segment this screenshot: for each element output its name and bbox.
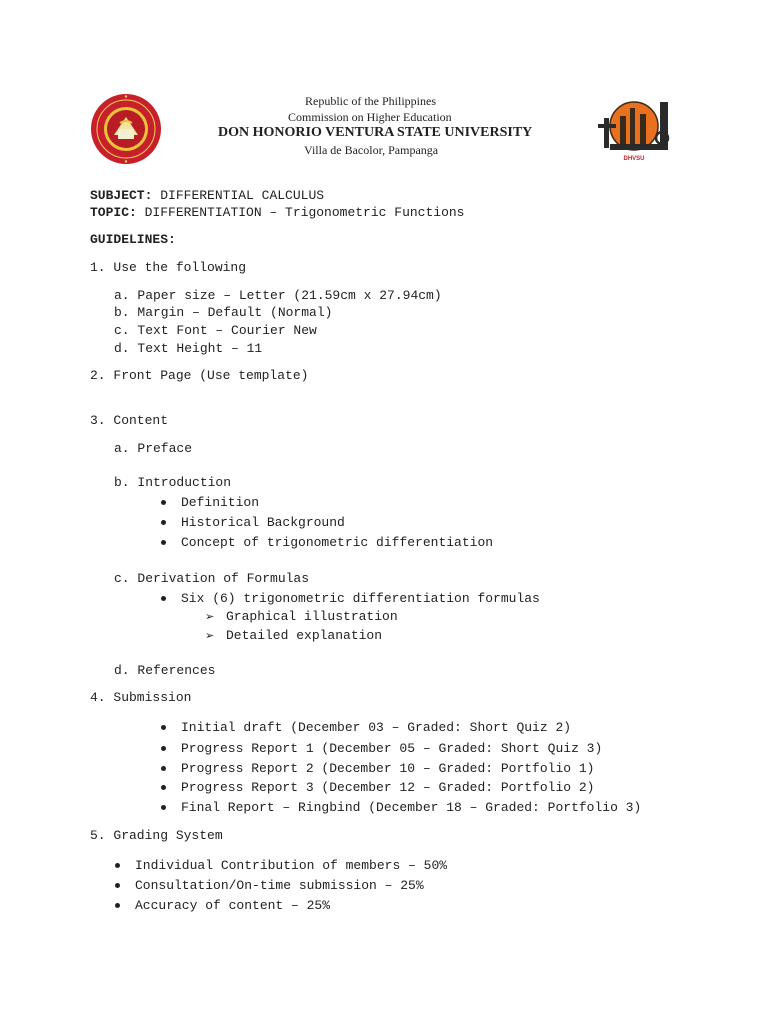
intro-bullet: Concept of trigonometric differentiation [181, 535, 494, 550]
bullet-icon [161, 785, 166, 790]
bullet-icon [161, 725, 166, 730]
section-4-title: 4. Submission [90, 690, 192, 705]
section-1-item: b. Margin – Default (Normal) [114, 305, 333, 320]
dhvsu-college-logo-icon [590, 96, 675, 164]
section-3-title: 3. Content [90, 413, 169, 428]
subject-line [90, 188, 324, 204]
header-ched: Commission on Higher Education [288, 110, 452, 124]
subject-label: SUBJECT: [90, 188, 153, 203]
bullet-icon [161, 805, 166, 810]
arrow-bullet-icon: ➢ [205, 629, 215, 642]
grading-item: Individual Contribution of members – 50% [135, 858, 448, 873]
bullet-icon [161, 596, 166, 601]
arrow-bullet-icon: ➢ [205, 610, 215, 623]
header-republic: Republic of the Philippines [305, 94, 436, 108]
dhvsu-seal-icon [90, 93, 162, 165]
header-address: Villa de Bacolor, Pampanga [304, 143, 439, 157]
intro-bullet: Historical Background [181, 515, 345, 530]
grading-item: Accuracy of content – 25% [135, 898, 331, 913]
submission-item: Final Report – Ringbind (December 18 – Graded: Portfolio 3) [181, 800, 642, 815]
bullet-icon [115, 883, 120, 888]
svg-text:DHVSU: DHVSU [623, 156, 645, 162]
derivation-sub-item: Detailed explanation [226, 628, 383, 643]
guidelines-heading: GUIDELINES: [90, 232, 176, 247]
topic-line [90, 205, 464, 221]
bullet-icon [161, 540, 166, 545]
bullet-icon [161, 500, 166, 505]
bullet-icon [161, 520, 166, 525]
content-derivation: c. Derivation of Formulas [114, 571, 310, 586]
submission-item: Progress Report 1 (December 05 – Graded: Short Quiz 3) [181, 741, 603, 756]
bullet-icon [161, 746, 166, 751]
section-1-item: c. Text Font – Courier New [114, 323, 317, 338]
grading-item: Consultation/On-time submission – 25% [135, 878, 424, 893]
header-university: DON HONORIO VENTURA STATE UNIVERSITY [218, 125, 533, 140]
derivation-sub-item: Graphical illustration [226, 609, 398, 624]
submission-item: Progress Report 3 (December 12 – Graded: Portfolio 2) [181, 780, 595, 795]
subject-value: DIFFERENTIAL CALCULUS [160, 188, 325, 203]
content-references: d. References [114, 663, 216, 678]
intro-bullet: Definition [181, 495, 260, 510]
bullet-icon [115, 903, 120, 908]
content-preface: a. Preface [114, 441, 193, 456]
section-5-title: 5. Grading System [90, 828, 223, 843]
topic-label: TOPIC: [90, 205, 137, 220]
content-introduction: b. Introduction [114, 475, 232, 490]
section-2-title: 2. Front Page (Use template) [90, 368, 309, 383]
submission-item: Initial draft (December 03 – Graded: Short Quiz 2) [181, 720, 572, 735]
section-1-item: a. Paper size – Letter (21.59cm x 27.94cm) [114, 288, 442, 303]
topic-value: DIFFERENTIATION – Trigonometric Functions [144, 205, 465, 220]
section-1-item: d. Text Height – 11 [114, 341, 263, 356]
section-1-title: 1. Use the following [90, 260, 247, 275]
bullet-icon [161, 766, 166, 771]
derivation-bullet: Six (6) trigonometric differentiation formulas [181, 591, 540, 606]
submission-item: Progress Report 2 (December 10 – Graded: Portfolio 1) [181, 761, 595, 776]
bullet-icon [115, 863, 120, 868]
